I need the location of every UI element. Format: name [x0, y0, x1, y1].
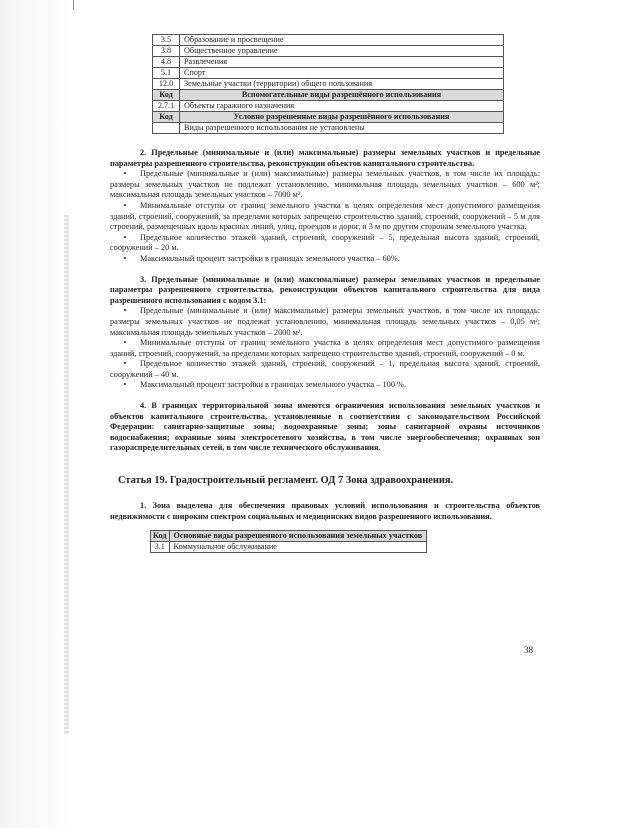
- list-item: • Минимальные отступы от границ земельного участка в целях определения мест допустимого размещения зданий, строений, сооружений, за пределами которых запрещено строительство зданий, строений, сооружений – 0 м.: [110, 338, 540, 358]
- table-header-code: Код: [153, 112, 180, 123]
- table-header-main: [151, 531, 427, 542]
- list-item: • Предельные (минимальные и (или) максимальные) размеры земельных участков, в том числе их площадь: размеры земельных участков не подлежат установлению, минимальная площадь земельных участков – 600 м²; максимальная площадь земельных участков – 7000 м².: [110, 169, 540, 200]
- list-item: • Минимальные отступы от границ земельного участка в целях определения мест допустимого размещения зданий, строений, сооружений, за пределами которых запрещено строительство зданий, строений, сооружений – 5 м для строений, размещенных вдоль красных линий, улиц, проездов и дорог, и 3 м по другим сторонам земельного участка.: [110, 200, 540, 232]
- table-row: [153, 57, 504, 68]
- table-cell-code: 4.8: [153, 57, 180, 68]
- table-cell-code: 5.1: [153, 68, 180, 79]
- list-item: • Предельное количество этажей зданий, строений, сооружений – 1, предельная высота зданий, строений, сооружений – 40 м.: [110, 359, 540, 379]
- bullet-icon: •: [123, 359, 127, 369]
- bullet-icon: •: [123, 380, 127, 390]
- list-item: • Предельное количество этажей зданий, строений, сооружений – 5, предельная высота зданий, строений, сооружений – 20 м.: [110, 232, 540, 253]
- scan-edge-mark: [73, 0, 74, 10]
- table-cell-code: 3.1: [151, 542, 170, 553]
- table-header-auxiliary: [153, 90, 504, 101]
- table-header-title: Вспомогательные виды разрешённого использования: [180, 90, 504, 101]
- page-number: 38: [524, 645, 533, 655]
- section-3-heading: 3. Предельные (минимальные и (или) максимальные) размеры земельных участков и предельные параметры разрешенного строительства, реконструкции объектов капитального строительства для вида разрешенного использования с кодом 3.1:: [110, 274, 540, 305]
- table-header-code: Код: [153, 90, 180, 101]
- table-row: [153, 123, 504, 134]
- main-use-table: [150, 530, 427, 553]
- table-cell-name: Образование и просвещение: [180, 35, 504, 46]
- table-cell-name: Развлечения: [180, 57, 504, 68]
- list-item: • Максимальный процент застройки в границах земельного участка – 60%.: [110, 254, 540, 265]
- table-cell-name: Общественное управление: [180, 46, 504, 57]
- table-cell-name: Коммунальное обслуживание: [169, 542, 427, 553]
- permitted-use-table: [152, 34, 504, 134]
- bullet-icon: •: [123, 338, 127, 348]
- article-19-title: Статья 19. Градостроительный регламент. ОД 7 Зона здравоохранения.: [118, 475, 454, 487]
- table-cell-code: 3.8: [153, 46, 180, 57]
- table-row: [153, 68, 504, 79]
- bullet-icon: •: [123, 306, 127, 316]
- table-cell-code: [153, 123, 180, 134]
- list-item: • Максимальный процент застройки в границах земельного участка – 100 %.: [110, 380, 540, 391]
- bullet-icon: •: [123, 169, 127, 179]
- table-row: [153, 101, 504, 112]
- table-cell-name: Объекты гаражного назначения: [180, 101, 504, 112]
- table-header-conditional: [153, 112, 504, 123]
- table-header-code: Код: [151, 531, 170, 542]
- document-page: [110, 34, 540, 553]
- article-19-paragraph-1: 1. Зона выделена для обеспечения правовых условий использования и строительства объектов недвижимости с широким спектром социальных и медицинских видов разрешенного использования.: [110, 501, 540, 521]
- table-row: [153, 46, 504, 57]
- table-row: [153, 79, 504, 90]
- section-4-restrictions: 4. В границах территориальной зоны имеются ограничения использования земельных участков и объектов капитального строительства, установленные в соответствии с законодательством Российской Федерации: санитарно-защитные зоны; водоохранные зоны; зоны санитарной охраны источников водоснабжения; охранные зоны электросетевого хозяйства, в том числе энергообеспечения; охранных зон газораспределительных сетей, в том числе технического обслуживания.: [110, 401, 540, 453]
- section-2-heading: 2. Предельные (минимальные и (или) максимальные) размеры земельных участков и предельные параметры разрешенного строительства, реконструкции объектов капитального строительства.: [110, 148, 540, 168]
- table-cell-name: Спорт: [180, 68, 504, 79]
- table-row: [151, 542, 427, 553]
- table-cell-name: Земельные участки (территории) общего пользования: [180, 79, 504, 90]
- table-cell-code: 3.5: [153, 35, 180, 46]
- bullet-icon: •: [123, 253, 127, 263]
- bullet-icon: •: [123, 200, 127, 210]
- table-header-title: Условно разрешенные виды разрешённого использования: [180, 112, 504, 123]
- table-row: [153, 35, 504, 46]
- bullet-icon: •: [123, 232, 127, 242]
- table-cell-code: 12.0: [153, 79, 180, 90]
- table-header-title: Основные виды разрешенного использования земельных участков: [169, 531, 427, 542]
- list-item: • Предельные (минимальные и (или) максимальные) размеры земельных участков, в том числе их площадь: размеры земельных участков не подлежат установлению, минимальная площадь земельных участков – 0,05 м²; максимальная площадь земельных участков – 2000 м².: [110, 306, 540, 337]
- table-cell-name: Виды разрешенного использования не установлены: [180, 123, 504, 134]
- table-cell-code: 2.7.1: [153, 101, 180, 112]
- binding-edge-strip: [64, 215, 69, 735]
